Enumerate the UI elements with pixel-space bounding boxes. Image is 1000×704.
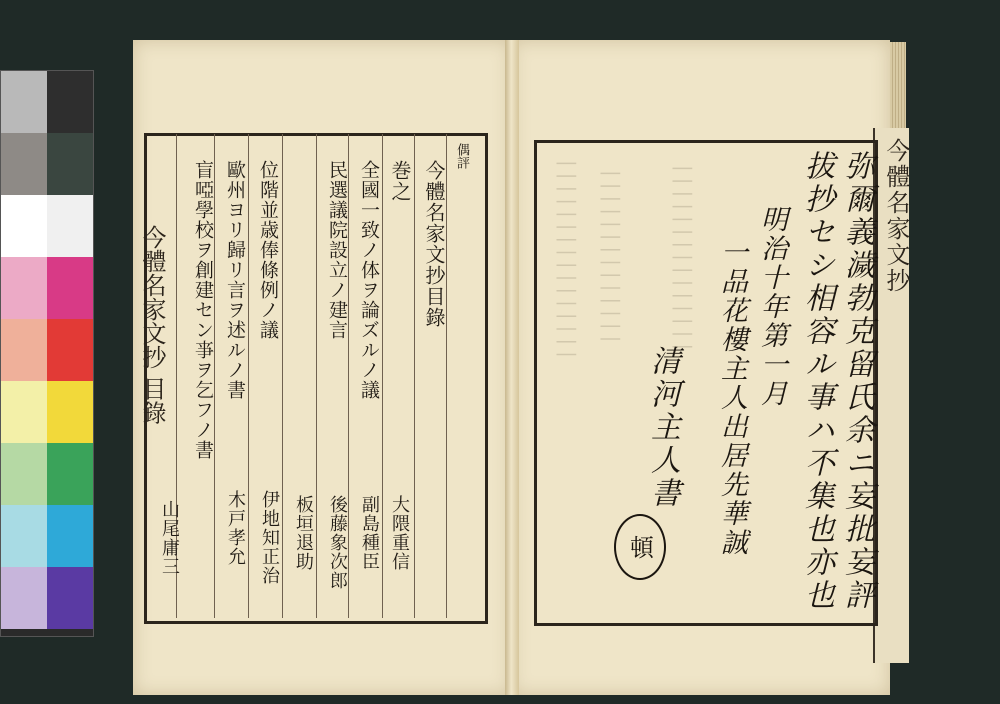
bleed-through-text: |||||||||||||||| <box>556 160 580 364</box>
color-swatch <box>1 381 47 443</box>
toc-entry-author: 山尾庸三 <box>159 500 180 576</box>
toc-entry-title: 歐州ヨリ歸リ言ヲ述ルノ書 <box>224 160 246 400</box>
toc-entry-author: 伊地知正治 <box>259 490 280 585</box>
toc-entry-author: 木戸孝允 <box>225 490 246 566</box>
preface-line: 一品花樓主人出居先華誠 <box>716 238 747 557</box>
bleed-through-text: |||||||||||||| <box>600 170 624 349</box>
bleed-through-text: ||||||||||||||| <box>672 165 696 357</box>
toc-entry-author: 板垣退助 <box>293 495 314 571</box>
color-swatch <box>47 319 93 381</box>
color-swatch <box>1 133 47 195</box>
toc-entry-author: 副島種臣 <box>359 495 380 571</box>
color-swatch <box>1 505 47 567</box>
color-swatch <box>47 381 93 443</box>
color-calibration-strip <box>0 70 94 637</box>
column-rule <box>414 134 415 618</box>
next-page-edge <box>873 128 909 663</box>
color-swatch <box>47 71 93 133</box>
column-rule <box>282 134 283 618</box>
color-swatch <box>1 319 47 381</box>
preface-line: 拔抄セシ相容ル事ハ不集也亦也 <box>799 150 834 612</box>
toc-entry-title: 位階並歳俸條例ノ議 <box>257 160 279 340</box>
color-swatch <box>47 257 93 319</box>
preface-line: 弥爾義濊勃克留氏余ニ妄批妄評 <box>839 150 874 612</box>
seal-stamp: 頓 <box>614 514 666 580</box>
toc-entry-title: 盲啞學校ヲ創建セン亊ヲ乞フノ書 <box>192 160 214 460</box>
color-swatch <box>47 505 93 567</box>
prior-page-edge <box>133 205 166 490</box>
color-swatch <box>1 71 47 133</box>
color-swatch <box>1 195 47 257</box>
color-swatch <box>47 195 93 257</box>
color-swatch <box>47 567 93 629</box>
color-swatch <box>1 443 47 505</box>
cover-edge-text: 今體名家文抄 目錄 <box>138 225 166 425</box>
toc-entry-title: 全國一致ノ体ヲ論ズルノ議 <box>358 160 380 400</box>
color-swatch <box>1 257 47 319</box>
book-gutter <box>505 40 519 695</box>
book-title: 今體名家文抄目錄 <box>422 160 446 328</box>
color-swatch <box>47 133 93 195</box>
toc-entry-author: 後藤象次郎 <box>327 495 348 590</box>
preface-signature: 清河主人書 <box>645 345 680 510</box>
volume-label: 巻之 <box>388 160 412 202</box>
color-swatch <box>47 443 93 505</box>
toc-entry-title: 民選議院設立ノ建言 <box>326 160 348 340</box>
preface-date: 明治十年第一月 <box>756 205 787 408</box>
column-rule <box>316 134 317 618</box>
edge-title: 今體名家文抄 <box>882 138 910 294</box>
header-prefix: 偶評 <box>454 143 469 169</box>
color-swatch <box>1 567 47 629</box>
toc-entry-author: 大隈重信 <box>389 495 410 571</box>
